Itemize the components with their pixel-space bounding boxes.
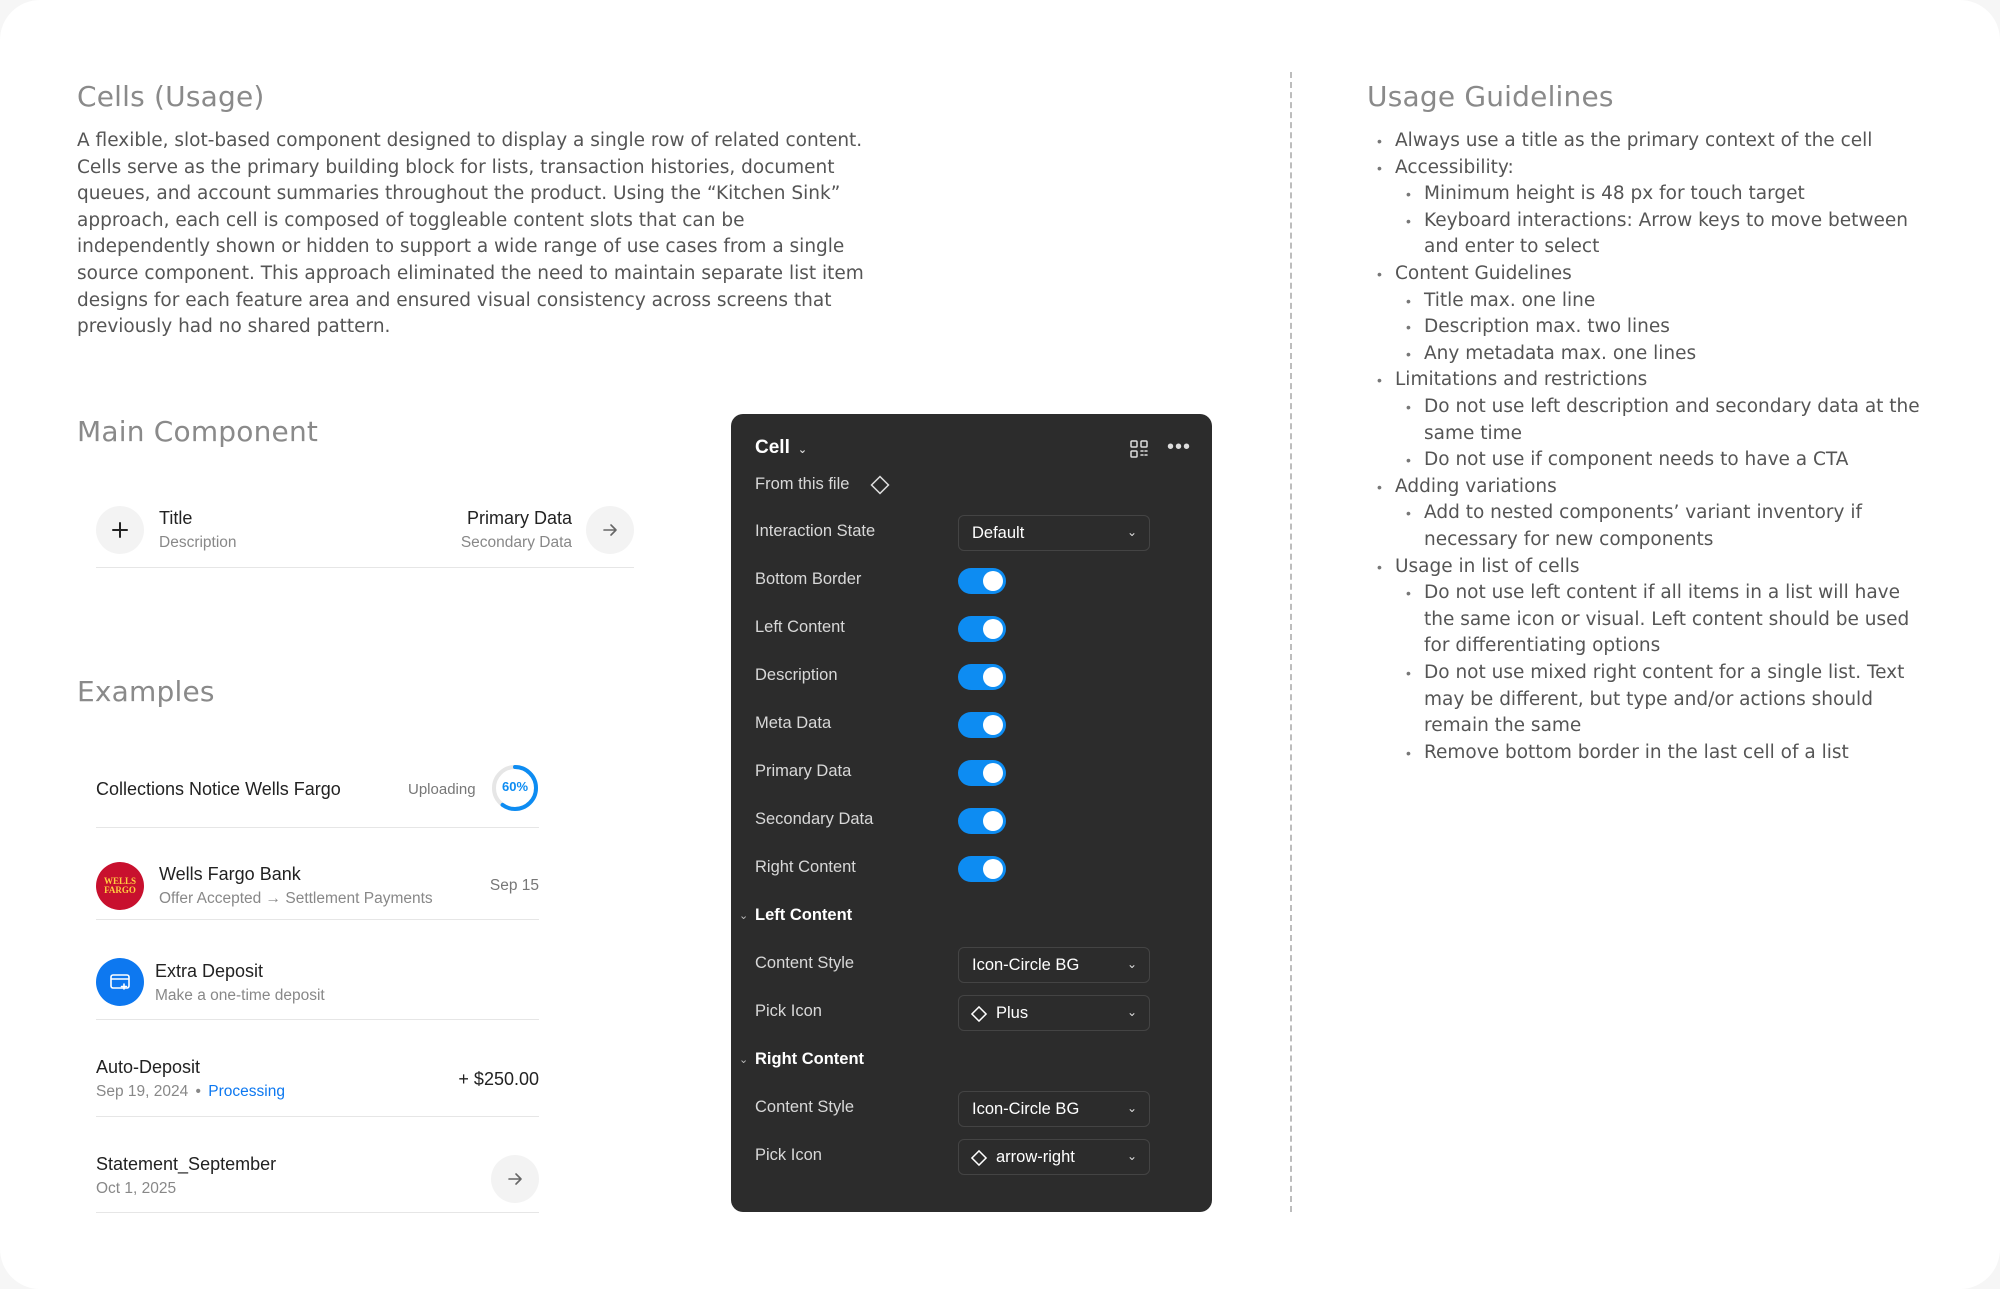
bullet-dot: •	[1406, 212, 1411, 229]
guideline-line: same time	[1424, 422, 1523, 444]
label-description: Description	[755, 666, 838, 684]
progress-label: 60%	[501, 779, 529, 794]
bullet-dot: •	[1406, 505, 1411, 522]
guideline-line: Do not use left content if all items in a list will have	[1424, 582, 1900, 604]
bullet-dot: •	[1377, 159, 1382, 176]
example-date: Sep 15	[489, 877, 539, 894]
example-cell-wells-fargo[interactable]	[96, 855, 539, 920]
more-options-icon[interactable]: •••	[1167, 436, 1192, 458]
guideline-line: Usage in list of cells	[1395, 555, 1580, 577]
example-title: Statement_September	[96, 1154, 277, 1174]
arrow-right-icon[interactable]	[586, 506, 634, 554]
guideline-line: Do not use left description and secondary data at the	[1424, 396, 1920, 417]
main-component-heading: Main Component	[77, 415, 319, 448]
cell-primary-data: Primary Data	[466, 508, 572, 528]
bullet-dot: •	[1406, 319, 1411, 336]
plus-icon[interactable]	[96, 506, 144, 554]
guideline-line: Do not use if component needs to have a CTA	[1424, 449, 1849, 471]
example-amount: + $250.00	[458, 1069, 539, 1089]
label-left-pick-icon: Pick Icon	[755, 1002, 822, 1020]
bullet-dot: •	[1377, 558, 1382, 575]
guideline-line: and enter to select	[1424, 236, 1600, 258]
left-pick-icon-dropdown[interactable]: Plus ⌄	[958, 995, 1150, 1031]
label-interaction-state: Interaction State	[755, 522, 876, 540]
cell-title: Title	[159, 508, 193, 528]
processing-status: Processing	[208, 1083, 285, 1100]
guideline-line: remain the same	[1424, 715, 1582, 737]
label-primary-data: Primary Data	[755, 762, 852, 780]
left-content-toggle[interactable]	[958, 616, 1006, 642]
guideline-line: Minimum height is 48 px for touch target	[1424, 183, 1805, 205]
example-description: Make a one-time deposit	[155, 987, 325, 1004]
guideline-line: Description max. two lines	[1424, 316, 1670, 338]
card-plus-icon	[96, 958, 144, 1006]
meta-separator: •	[195, 1083, 201, 1100]
example-date: Sep 19, 2024	[96, 1083, 189, 1100]
guideline-line: necessary for new components	[1424, 529, 1714, 550]
example-cell-statement[interactable]	[96, 1147, 539, 1213]
bullet-dot: •	[1406, 665, 1411, 681]
chevron-down-icon: ⌄	[797, 444, 808, 456]
bullet-dot: •	[1377, 372, 1382, 389]
upload-status: Uploading	[408, 781, 476, 798]
bullet-dot: •	[1377, 133, 1382, 149]
chevron-down-icon: ⌄	[1126, 525, 1137, 539]
bullet-dot: •	[1406, 292, 1411, 309]
guideline-line: Always use a title as the primary context of the cell	[1395, 130, 1873, 151]
chevron-down-icon: ⌄	[1126, 1149, 1137, 1163]
example-title: Extra Deposit	[155, 961, 264, 981]
guidelines-title: Usage Guidelines	[1367, 80, 1614, 113]
panel-title[interactable]: Cell ⌄	[755, 437, 808, 458]
source-label: From this file	[755, 475, 850, 493]
guideline-line: may be different, but type and/or actions should	[1424, 688, 1873, 710]
guideline-line: the same icon or visual. Left content should be used	[1424, 608, 1910, 630]
label-right-content: Right Content	[755, 858, 856, 876]
meta-data-toggle[interactable]	[958, 712, 1006, 738]
chevron-down-icon: ⌄	[1126, 1101, 1137, 1115]
component-diamond-icon	[869, 474, 891, 496]
guideline-line: Title max. one line	[1424, 289, 1596, 311]
example-cell-auto-deposit[interactable]	[96, 1050, 539, 1117]
guidelines-list	[1367, 128, 1967, 768]
guideline-line: Add to nested components’ variant inventory if	[1424, 502, 1863, 524]
guideline-line: Accessibility:	[1395, 156, 1514, 178]
properties-panel	[731, 414, 1212, 1212]
section-left-content[interactable]: Left Content	[755, 906, 853, 924]
example-description: Offer Accepted → Settlement Payments	[159, 890, 433, 907]
bullet-dot: •	[1406, 399, 1411, 415]
guideline-line: Content Guidelines	[1395, 263, 1572, 284]
example-meta	[96, 1083, 285, 1101]
example-title: Collections Notice Wells Fargo	[96, 779, 341, 799]
guideline-line: Limitations and restrictions	[1395, 369, 1648, 391]
bullet-dot: •	[1406, 744, 1411, 761]
example-title: Auto-Deposit	[96, 1057, 201, 1077]
label-bottom-border: Bottom Border	[755, 570, 862, 588]
chevron-down-icon[interactable]: ⌄	[739, 910, 749, 922]
component-grid-icon[interactable]	[1129, 439, 1149, 464]
section-right-content[interactable]: Right Content	[755, 1050, 865, 1068]
label-left-content: Left Content	[755, 618, 845, 636]
left-content-style-dropdown[interactable]: Icon-Circle BG ⌄	[958, 947, 1150, 983]
right-content-style-dropdown[interactable]: Icon-Circle BG ⌄	[958, 1091, 1150, 1127]
right-pick-icon-dropdown[interactable]: arrow-right ⌄	[958, 1139, 1150, 1175]
chevron-down-icon: ⌄	[1126, 1005, 1137, 1019]
main-component-cell[interactable]	[96, 498, 634, 568]
label-left-content-style: Content Style	[755, 954, 855, 972]
guideline-line: for differentiating options	[1424, 635, 1661, 657]
progress-ring	[491, 764, 539, 812]
label-right-pick-icon: Pick Icon	[755, 1146, 822, 1164]
label-meta-data: Meta Data	[755, 714, 832, 732]
page-title: Cells (Usage)	[77, 80, 265, 113]
cell-description: Description	[159, 534, 237, 551]
example-title: Wells Fargo Bank	[159, 864, 301, 884]
interaction-state-dropdown[interactable]: Default ⌄	[958, 515, 1150, 551]
bottom-border-toggle[interactable]	[958, 568, 1006, 594]
guideline-line: Do not use mixed right content for a single list. Text	[1424, 662, 1905, 683]
bullet-dot: •	[1406, 452, 1411, 469]
guideline-line: Keyboard interactions: Arrow keys to move between	[1424, 209, 1909, 231]
secondary-data-toggle[interactable]	[958, 808, 1006, 834]
chevron-down-icon: ⌄	[1126, 957, 1137, 971]
cell-secondary-data: Secondary Data	[460, 534, 572, 551]
diamond-icon	[970, 1005, 988, 1023]
bullet-dot: •	[1377, 478, 1382, 495]
example-cell-upload[interactable]	[96, 758, 539, 828]
wells-fargo-logo: WELLS FARGO	[96, 862, 144, 910]
guideline-line: Any metadata max. one lines	[1424, 342, 1697, 364]
section-divider	[1290, 72, 1292, 1212]
label-secondary-data: Secondary Data	[755, 810, 874, 828]
guideline-line: Remove bottom border in the last cell of a list	[1424, 741, 1849, 763]
example-cell-extra-deposit[interactable]	[96, 952, 539, 1020]
label-right-content-style: Content Style	[755, 1098, 855, 1116]
bullet-dot: •	[1406, 345, 1411, 362]
arrow-right-icon[interactable]	[491, 1155, 539, 1203]
right-content-toggle[interactable]	[958, 856, 1006, 882]
guideline-line: Adding variations	[1395, 475, 1557, 497]
description-toggle[interactable]	[958, 664, 1006, 690]
chevron-down-icon[interactable]: ⌄	[739, 1054, 749, 1066]
bullet-dot: •	[1406, 585, 1411, 602]
examples-heading: Examples	[77, 675, 215, 708]
intro-paragraph: A flexible, slot-based component designed to display a single row of related content. Cells serve as the primary building block for lists, transaction histories, document queues, and account summaries throughout the product. Using the “Kitchen Sink” approach, each cell is composed of toggleable content slots that can be independently shown or hidden to support a wide range of use cases from a single source component. This approach eliminated the need to maintain separate list item designs for each feature area and ensured visual consistency across screens that previously had no shared pattern.	[77, 130, 864, 338]
example-date: Oct 1, 2025	[96, 1180, 177, 1197]
primary-data-toggle[interactable]	[958, 760, 1006, 786]
bullet-dot: •	[1406, 186, 1411, 203]
bullet-dot: •	[1377, 266, 1382, 282]
diamond-icon	[970, 1149, 988, 1167]
